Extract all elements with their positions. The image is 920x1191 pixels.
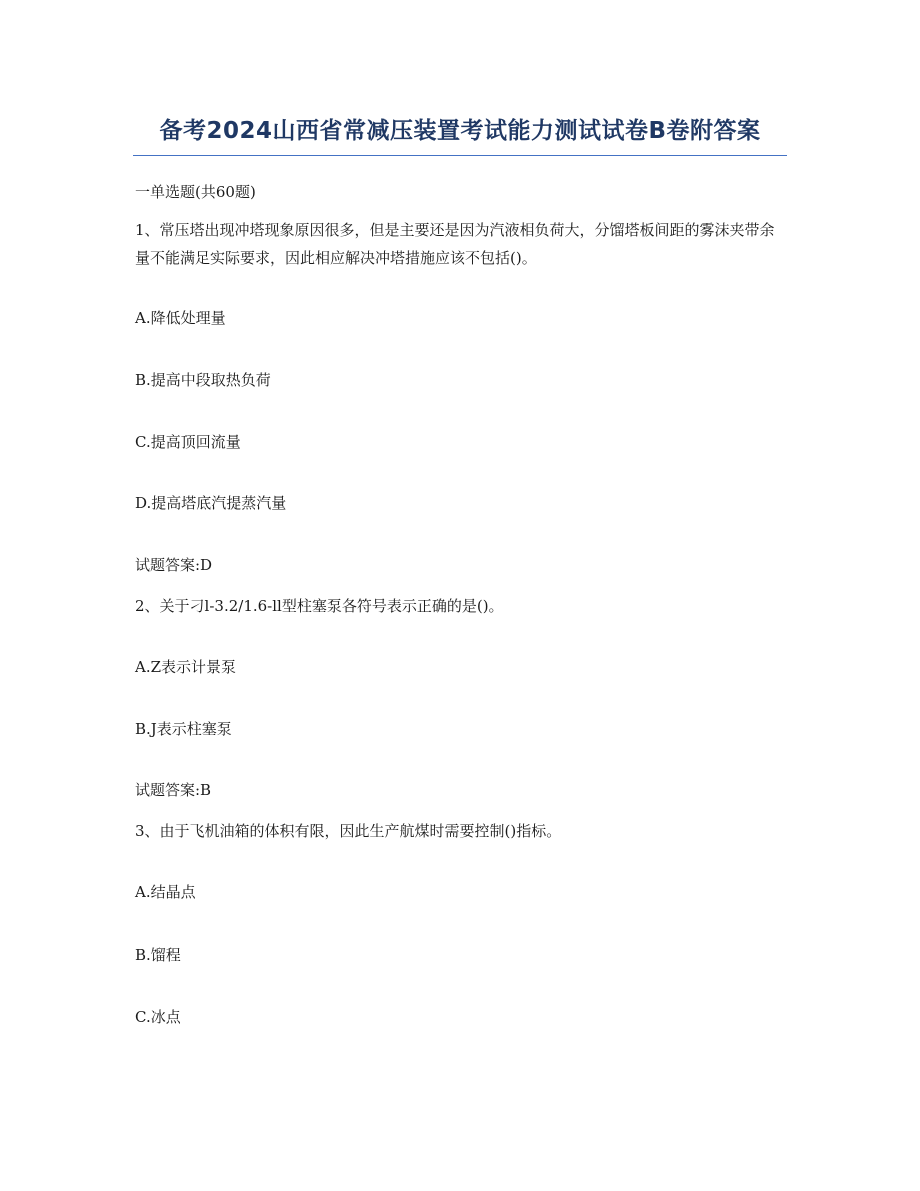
question-3-option-c: C.冰点 (135, 1008, 181, 1026)
question-3-option-b: B.馏程 (135, 946, 181, 964)
question-2-text: 2、关于刁l-3.2/1.6-ll型柱塞泵各符号表示正确的是()。 (135, 597, 504, 615)
question-3-option-a: A.结晶点 (135, 883, 196, 901)
question-2-option-b: B.J表示柱塞泵 (135, 720, 232, 738)
question-1-option-d: D.提高塔底汽提蒸汽量 (135, 494, 287, 512)
question-1-option-b: B.提高中段取热负荷 (135, 371, 271, 389)
title-underline (133, 155, 787, 156)
section-heading: 一单选题(共60题) (135, 183, 256, 201)
question-3-text: 3、由于飞机油箱的体积有限，因此生产航煤时需要控制()指标。 (135, 822, 562, 840)
question-1-answer: 试题答案:D (135, 556, 213, 574)
question-1-text: 1、常压塔出现冲塔现象原因很多，但是主要还是因为汽液相负荷大，分馏塔板间距的雾沫夹带余量不能满足实际要求，因此相应解决冲塔措施应该不包括()。 (135, 221, 775, 267)
question-1-option-a: A.降低处理量 (135, 309, 226, 327)
question-2-option-a: A.Z表示计景泵 (135, 658, 237, 676)
question-1-option-c: C.提高顶回流量 (135, 433, 241, 451)
document-title: 备考2024山西省常减压装置考试能力测试试卷B卷附答案 (159, 118, 761, 144)
question-2-answer: 试题答案:B (135, 781, 212, 799)
